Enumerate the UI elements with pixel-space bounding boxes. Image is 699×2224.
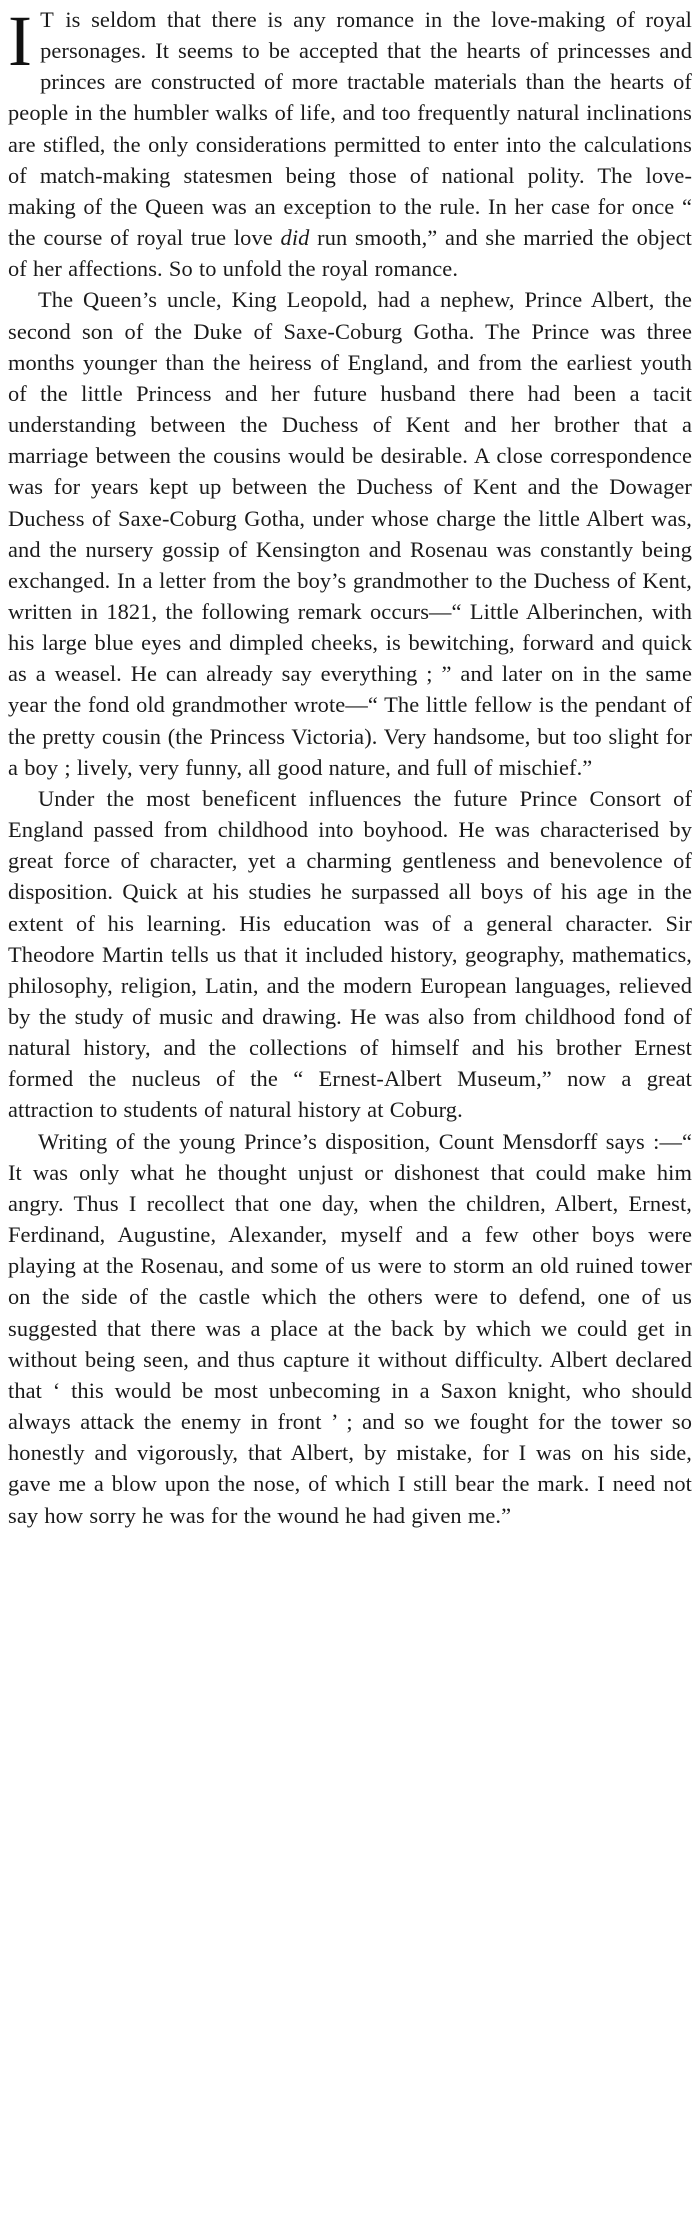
first-word-rest: T [40, 7, 55, 32]
paragraph-1-text-b: run smooth,” and she married the object of her affections. So to unfold the royal romance. [8, 225, 692, 282]
drop-cap: I [8, 4, 33, 81]
paragraph-3: Under the most beneficent influences the future Prince Consort of England passed from childhood into boyhood. He was characterised by great force of character, yet a charming gentleness and benevolence of disposition. Quick at his studies he surpassed all boys of his age in the extent of his learning. His education was of a general character. Sir Theodore Martin tells us that it included history, geography, mathematics, philosophy, religion, Latin, and the modern European languages, relieved by the study of music and drawing. He was also from childhood fond of natural history, and the collections of himself and his brother Ernest formed the nucleus of the “ Ernest-Albert Museum,” now a great attraction to students of natural history at Coburg. [8, 785, 692, 1123]
paragraph-1 [8, 4, 692, 284]
paragraph-4: Writing of the young Prince’s disposition, Count Mensdorff says :—“ It was only what he thought unjust or dishonest that could make him angry. Thus I recollect that one day, when the children, Albert, Ernest, Ferdinand, Augustine, Alexander, myself and a few other boys were playing at the Rosenau, and some of us were to storm an old ruined tower on the side of the castle which the others were to defend, one of us suggested that there was a place at the back by which we could get in without being seen, and thus capture it without difficulty. Albert declared that ‘ this would be most unbecoming in a Saxon knight, who should always attack the enemy in front ’ ; and so we fought for the tower so honestly and vigorously, that Albert, by mistake, for I was on his side, gave me a blow upon the nose, of which I still bear the mark. I need not say how sorry he was for the wound he had given me.” [8, 1128, 692, 1528]
emphasis-did: did [280, 225, 310, 251]
paragraph-2: The Queen’s uncle, King Leopold, had a nephew, Prince Albert, the second son of the Duke of Saxe-Coburg Gotha. The Prince was three months younger than the heiress of England, and from the earliest youth of the little Princess and her future husband there had been a tacit understanding between the Duchess of Kent and her brother that a marriage between the cousins would be desirable. A close correspondence was for years kept up between the Duchess of Kent and the Dowager Duchess of Saxe-Coburg Gotha, under whose charge the little Albert was, and the nursery gossip of Kensington and Rosenau was constantly being exchanged. In a letter from the boy’s grandmother to the Duchess of Kent, written in 1821, the following remark occurs—“ Little Alberinchen, with his large blue eyes and dimpled cheeks, is bewitching, forward and quick as a weasel. He can already say everything ; ” and later on in the same year the fond old grandmother wrote—“ The little fellow is the pendant of the pretty cousin (the Princess Victoria). Very handsome, but too slight for a boy ; lively, very funny, all good nature, and full of mischief.” [8, 287, 692, 780]
document-page [8, 4, 692, 2218]
paragraph-1-text-a: is seldom that there is any romance in the love-making of royal personages. It seems to be accepted that the hearts of princesses and princes are constructed of more tractable materials than the hearts of people in the humbler walks of life, and too frequently natural inclinations are stifled, the only considerations permitted to enter into the calculations of match-making statesmen being those of national polity. The love-making of the Queen was an exception to the rule. In her case for once “ the course of royal true love [8, 7, 692, 251]
